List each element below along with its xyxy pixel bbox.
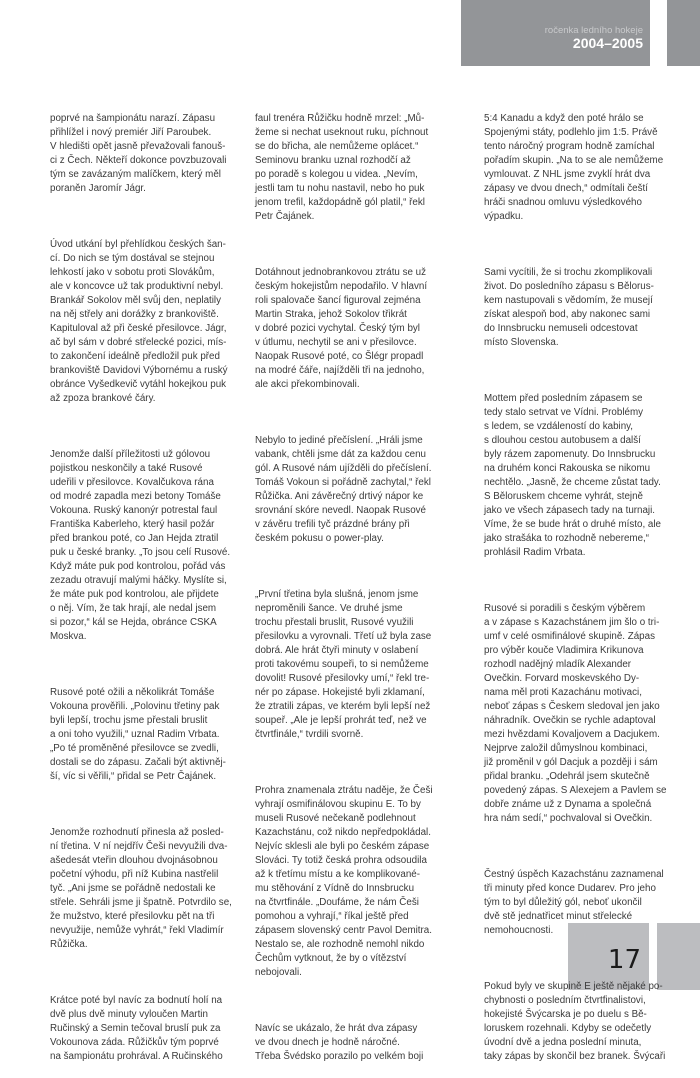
paragraph: faul trenéra Růžičku hodně mrzel: „Mů- žeme si nechat useknout ruku, píchnout se do břicha, ale nemůžeme oplácet.“ Seminovu branku uznal rozhodčí až po poradě s kolegou u videa. „Nevím, jestli tam tu nohu nastavil, nebo ho puk jenom trefil, každopádně gól platil,“ řekl Petr Čajánek.	[255, 113, 429, 222]
paragraph: Prohra znamenala ztrátu naděje, že Češi vyhrají osmifinálovou skupinu E. To by museli Rusové nečekaně podlehnout Kazachstánu, což nikdo nepředpokládal. Nejvíc sklesli ale byli po českém zápase Slováci. Ty totiž česká prohra odsoudila až k třetímu místu a ke komplikované- mu stěhování z Vídně do Innsbrucku na čtvrtfinále. „Doufáme, že nám Češi pomohou a vyhrají,“ říkal ještě před zápasem slovenský centr Pavol Demitra. Nestalo se, ale rozhodně nemohl nikdo Čechům vytknout, že by o vítězství nebojovali.	[255, 785, 433, 978]
header-band	[461, 0, 650, 66]
paragraph: Dotáhnout jednobrankovou ztrátu se už českým hokejistům nepodařilo. V hlavní roli spalovače šancí figuroval zejména Martin Straka, jehož Sokolov třikrát v dobré pozici vychytal. Český tým byl v útlumu, nechytil se ani v přesilovce. Naopak Rusové poté, co Šlégr propadl na modré čáře, najížděli tři na jednoho, ale akci překombinovali.	[255, 267, 428, 390]
paragraph: 5:4 Kanadu a když den poté hrálo se Spojenými státy, podlehlo jim 1:5. Právě tento náročný program hodně zamíchal pořadím skupin. „Na to se ale nemůžeme vymlouvat. Z NHL jsme zvyklí hrát dva zápasy ve dvou dnech,“ odmítali čeští hráči snadnou omluvu výsledkového výpadku.	[484, 113, 664, 222]
paragraph: Rusové poté ožili a několikrát Tomáše Vokouna prověřili. „Polovinu třetiny pak byli lepší, trochu jsme přestali bruslit a oni toho využili,“ uznal Radim Vrbata. „Po té proměněné přesilovce se zvedli, dostali se do zápasu. Začali být aktivněj- ší, víc si věřili,“ přidal se Petr Čajánek.	[50, 687, 226, 782]
text-column-2	[255, 84, 433, 1078]
text-column-1	[50, 84, 232, 1078]
paragraph: Jenomže další příležitosti už gólovou pojistkou neskončily a také Rusové udeřili v přesilovce. Kovalčukova rána od modré zapadla mezi betony Tomáše Vokouna. Ruský kanonýr potrestal faul Františka Kaberleho, který hasil požár před brankou poté, co Jan Hejda ztratil puk u české branky. „To jsou celí Rusové. Když máte puk pod kontrolou, pořád vás zezadu otravují malými háčky. Myslíte si, že máte puk pod kontrolou, ale přijdete o něj. Vím, že tak hrají, ale nedal jsem si pozor,“ kál se Hejda, obránce CSKA Moskva.	[50, 449, 231, 642]
paragraph: Čestný úspěch Kazachstánu zaznamenal tři minuty před konce Dudarev. Pro jeho tým to byl důležitý gól, neboť ukončil dvě stě jednatřicet minut střelecké nemohoucnosti.	[484, 869, 664, 936]
paragraph: „První třetina byla slušná, jenom jsme neproměnili šance. Ve druhé jsme trochu přestali bruslit, Rusové využili přesilovku a vyrovnali. Třetí už byla zase dobrá. Ale hrát čtyři minuty v oslabení proti takovému soupeři, to si nemůžeme dovolit! Rusové přesilovky umí,“ řekl tre- nér po zápase. Hokejisté byli zklamaní, že ztratili zápas, ve kterém byli lepší než soupeř. „Ale je lepší prohrát teď, než ve čtvrtfinále,“ tvrdili svorně.	[255, 589, 432, 740]
paragraph: Sami vycítili, že si trochu zkomplikovali život. Do posledního zápasu s Bělorus- kem nastupovali s vědomím, že musejí získat alespoň bod, aby nakonec sami do Innsbrucku nemuseli odcestovat místo Slovenska.	[484, 267, 654, 348]
paragraph: Navíc se ukázalo, že hrát dva zápasy ve dvou dnech je hodně náročné. Třeba Švédsko porazilo po velkém boji	[255, 1023, 424, 1062]
paragraph: Nebylo to jediné přečíslení. „Hráli jsme vabank, chtěli jsme dát za každou cenu gól. A Rusové nám ujížděli do přečíslení. Tomáš Vokoun si pořádně zachytal,“ řekl Růžička. Ani závěrečný drtivý nápor ke srovnání skóre nevedl. Naopak Rusové v závěru trefili tyč prázdné brány při českém pokusu o power-play.	[255, 435, 432, 544]
paragraph: Úvod utkání byl přehlídkou českých šan- cí. Do nich se tým dostával se stejnou lehkostí jako v sobotu proti Slovákům, ale v koncovce už tak produktivní nebyl. Brankář Sokolov měl svůj den, neplatily na něj střely ani dorážky z brankoviště. Kapituloval až při české přesilovce. Jágr, ač byl sám v dobré střelecké pozici, mís- to zakončení ideálně předložil puk před brankoviště Davidovi Výbornému a ruský obránce Vyšedkevič vytáhl hokejkou puk až zpoza brankové čáry.	[50, 239, 228, 404]
publication-subtitle: ročenka ledního hokeje	[544, 25, 643, 36]
page-number: 17	[607, 945, 641, 975]
paragraph: Krátce poté byl navíc za bodnutí holí na dvě plus dvě minuty vyloučen Martin Ručinský a Semin tečoval bruslí puk za Vokounova záda. Růžičkův tým poprvé na šampionátu prohrával. A Ručinského	[50, 995, 223, 1062]
header-side-tab	[667, 0, 700, 66]
paragraph: Jenomže rozhodnutí přinesla až posled- ní třetina. V ní nejdřív Češi nevyužili dva- ašedesát vteřin dlouhou dvojnásobnou početní výhodu, při níž Kubina nastřelil tyč. „Ani jsme se pořádně nedostali ke střele. Sehráli jsme ji špatně. Potvrdilo se, že mužstvo, které přesilovku pět na tři nevyužije, nemůže vyhrát,“ řekl Vladimír Růžička.	[50, 827, 232, 950]
publication-year: 2004–2005	[572, 35, 643, 51]
paragraph: Pokud byly ve skupině E ještě nějaké po- chybnosti o posledním čtvrtfinalistovi, hokejisté Švýcarska je po duelu s Bě- loruskem rozehnali. Kdyby se odečetly úvodní dvě a jedna poslední minuta, taky zápas by skončil bez branek. Švýcaři	[484, 981, 666, 1062]
paragraph: Rusové si poradili s českým výběrem a v zápase s Kazachstánem jim šlo o tri- umf v celé osmifinálové skupině. Zápas pro výběr kouče Vladimira Krikunova rozhodl nadějný mladík Alexander Ovečkin. Forvard moskevského Dy- nama měl proti Kazachánu motivaci, neboť zápas s Českem sledoval jen jako náhradník. Ovečkin se rychle adaptoval mezi hvězdami Kovaljovem a Dacjukem. Nejprve založil důmyslnou kombinaci, již proměnil v gól Dacjuk a později i sám přidal branku. „Odehrál jsem skutečně povedený zápas. S Alexejem a Pavlem se dobře známe už z Dynama a společná hra nám sedí,“ pochvaloval si Ovečkin.	[484, 603, 667, 824]
paragraph: Mottem před posledním zápasem se tedy stalo setrvat ve Vídni. Problémy s ledem, se vzdáleností do kabiny, s dlouhou cestou autobusem a další byly rázem zapomenuty. Do Innsbrucku na druhém konci Rakouska se nikomu nechtělo. „Jasně, že chceme zůstat tady. S Běloruskem chceme vyhrát, stejně jako ve všech zápasech tady na turnaji. Víme, že se bude hrát o druhé místo, ale jako strašáka to rozhodně nebereme,“ prohlásil Radim Vrbata.	[484, 393, 661, 558]
paragraph: poprvé na šampionátu narazí. Zápasu přihlížel i nový premiér Jiří Paroubek. V hledišti opět jasně převažovali fanouš- ci z Čech. Někteří dokonce povzbuzovali tým se zavázaným malíčkem, který měl poraněn Jaromír Jágr.	[50, 113, 227, 194]
text-column-3	[484, 84, 666, 1078]
